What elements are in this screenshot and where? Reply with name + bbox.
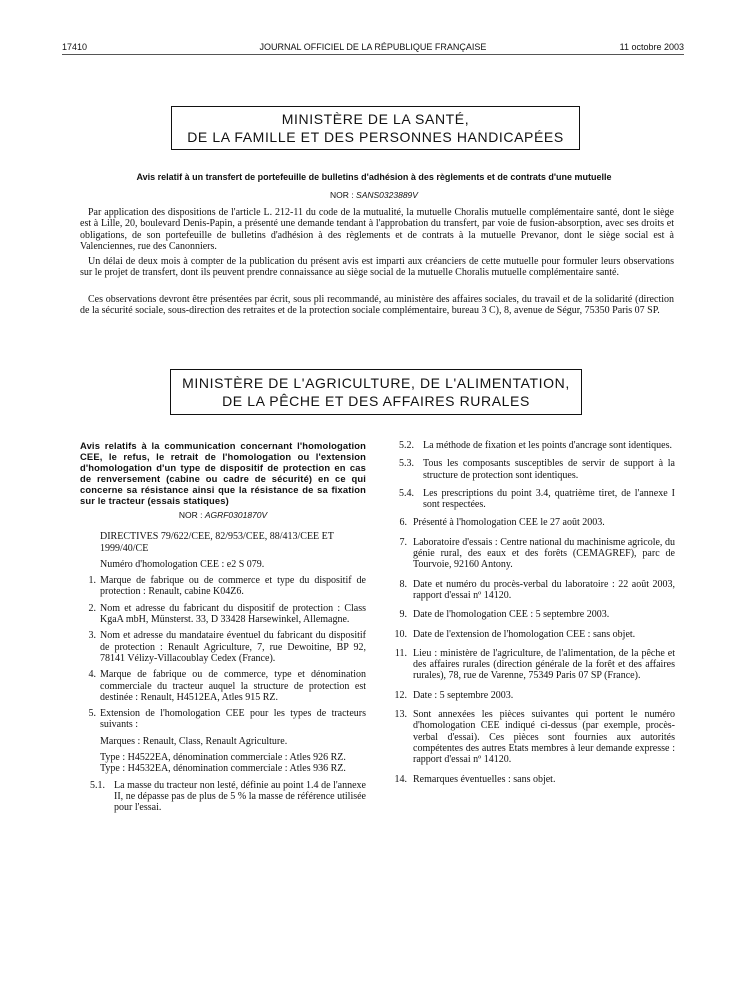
- paragraph-1: Par application des dispositions de l'article L. 212-11 du code de la mutualité, la mutuelle Choralis mutuelle complémentaire santé, dont le siège est à Lille, 20, boulevard Denis-Papin, a présenté une demande tendant à l'approbation du transfert, par voie de fusion-absorption, avec ses droits et obligations, de son portefeuille de bulletins d'adhésion à des règlements et de contrats à la mutuelle Prevanor, dont le siège social est à Valenciennes, rue des Canonniers.: [80, 207, 674, 252]
- ministry-heading-line1: MINISTÈRE DE LA SANTÉ,: [281, 111, 470, 127]
- paragraph-2: Un délai de deux mois à compter de la publication du présent avis est imparti aux créanciers de cette mutuelle pour formuler leurs observations sur le projet de transfert, dont ils peuvent prendre connaissance au siège social de la mutuelle Choralis mutuelle complémentaire santé.: [80, 256, 674, 279]
- item5-type-2: Type : H4532EA, dénomination commerciale : Atles 936 RZ.: [100, 763, 346, 775]
- ministry-heading-line1: MINISTÈRE DE L'AGRICULTURE, DE L'ALIMENTATION,: [182, 375, 570, 391]
- list-item: 7. Laboratoire d'essais : Centre national du machinisme agricole, du génie rural, des eaux et des forêts (CEMAGREF), parc de Tourvoie, 92160 Antony.: [399, 536, 675, 571]
- paragraph-3: Ces observations devront être présentées par écrit, sous pli recommandé, au ministère des affaires sociales, du travail et de la solidarité (direction de la sécurité sociale, sous-direction des retraites et de la protection sociale complémentaire, bureau 3 C), 8, avenue de Ségur, 75350 Paris 07 SP.: [80, 294, 674, 317]
- ministry-heading-sante: [171, 106, 580, 150]
- item5-type-1: Type : H4522EA, dénomination commerciale : Atles 926 RZ.: [100, 752, 346, 764]
- page-number: 17410: [62, 42, 88, 52]
- list-item: 14. Remarques éventuelles : sans objet.: [394, 773, 556, 785]
- sub-item: 5.3. Tous les composants susceptibles de servir de support à la structure de protection sont identiques.: [399, 458, 675, 481]
- sub-item-5-1: 5.1. La masse du tracteur non lesté, définie au point 1.4 de l'annexe II, ne dépasse pas de plus de 5 % la masse de référence utilisée pour l'essai.: [90, 779, 366, 814]
- issue-date: 11 octobre 2003: [619, 42, 684, 52]
- ministry-heading-line2: DE LA FAMILLE ET DES PERSONNES HANDICAPÉES: [187, 129, 564, 145]
- nor-label: NOR :: [178, 510, 203, 520]
- nor-reference: [0, 190, 748, 200]
- nor-reference: [80, 510, 366, 521]
- list-item: 4. Marque de fabrique ou de commerce, type et dénomination commerciale du tracteur auquel la structure de protection est destinée : Renault, H4512EA, Atles 915 RZ.: [88, 669, 366, 703]
- nor-code: SANS0323889V: [356, 190, 418, 200]
- homologation-number: Numéro d'homologation CEE : e2 S 079.: [100, 558, 265, 570]
- right-column: [389, 440, 675, 793]
- nor-label: NOR :: [330, 190, 354, 200]
- nor-code: AGRF0301870V: [204, 510, 268, 520]
- list-item: 13. Sont annexées les pièces suivantes qui portent le numéro d'homologation CEE indiqué ci-dessus (par exemple, procès-verbal d'essai). Ces pièces sont fournies aux autorités compétentes des autres Etats membres à leur demande expresse : rapport d'essai nº 14120.: [394, 709, 675, 766]
- list-item: 3. Nom et adresse du mandataire éventuel du fabricant du dispositif de protection : Renault Agriculture, 7, rue Dewoitine, BP 92, 78141 Vélizy-Villacoublay Cedex (France).: [88, 630, 366, 664]
- notice-title-transfert: Avis relatif à un transfert de portefeuille de bulletins d'adhésion à des règlements et de contrats d'une mutuelle: [136, 172, 612, 182]
- list-item: 11. Lieu : ministère de l'agriculture, de l'alimentation, de la pêche et des affaires rurales (direction générale de la forêt et des affaires rurales), 78, rue de Varenne, 75349 Paris 07 SP (France).: [394, 647, 675, 682]
- notice-title-homologation: Avis relatifs à la communication concernant l'homologation CEE, le refus, le retrait de l'homologation ou l'extension d'homologation d'un type de dispositif de protection en cas de renversement (cabine ou cadre de sécurité) en ce qui concerne sa résistance ainsi que la résistance de sa fixation sur le tracteur (essais statiques): [80, 440, 366, 506]
- ministry-heading-agriculture: [170, 369, 582, 415]
- sub-item: 5.2. La méthode de fixation et les points d'ancrage sont identiques.: [399, 440, 672, 451]
- list-item: 10. Date de l'extension de l'homologation CEE : sans objet.: [394, 628, 636, 640]
- list-item: 1. Marque de fabrique ou de commerce et type du dispositif de protection : Renault, cabine K04Z6.: [88, 575, 366, 598]
- item5-marques: Marques : Renault, Class, Renault Agriculture.: [100, 735, 288, 747]
- directives-line: DIRECTIVES 79/622/CEE, 82/953/CEE, 88/413/CEE ET 1999/40/CE: [100, 531, 334, 554]
- left-column: [80, 440, 366, 819]
- journal-title: JOURNAL OFFICIEL DE LA RÉPUBLIQUE FRANÇAISE: [259, 42, 487, 52]
- list-item: 8. Date et numéro du procès-verbal du laboratoire : 22 août 2003, rapport d'essai nº 14120.: [399, 578, 675, 601]
- list-item: 9. Date de l'homologation CEE : 5 septembre 2003.: [399, 609, 610, 621]
- ministry-heading-line2: DE LA PÊCHE ET DES AFFAIRES RURALES: [222, 393, 530, 409]
- list-item: 6. Présenté à l'homologation CEE le 27 août 2003.: [399, 517, 605, 529]
- list-item: 12. Date : 5 septembre 2003.: [394, 689, 514, 701]
- sub-item: 5.4. Les prescriptions du point 3.4, quatrième tiret, de l'annexe I sont respectées.: [399, 487, 675, 511]
- page-header: [62, 42, 684, 55]
- list-item: 5. Extension de l'homologation CEE pour les types de tracteurs suivants :: [88, 708, 366, 731]
- list-item: 2. Nom et adresse du fabricant du dispositif de protection : Class KgaA mbH, Münsterst. 33, D 33428 Harsewinkel, Allemagne.: [88, 602, 366, 626]
